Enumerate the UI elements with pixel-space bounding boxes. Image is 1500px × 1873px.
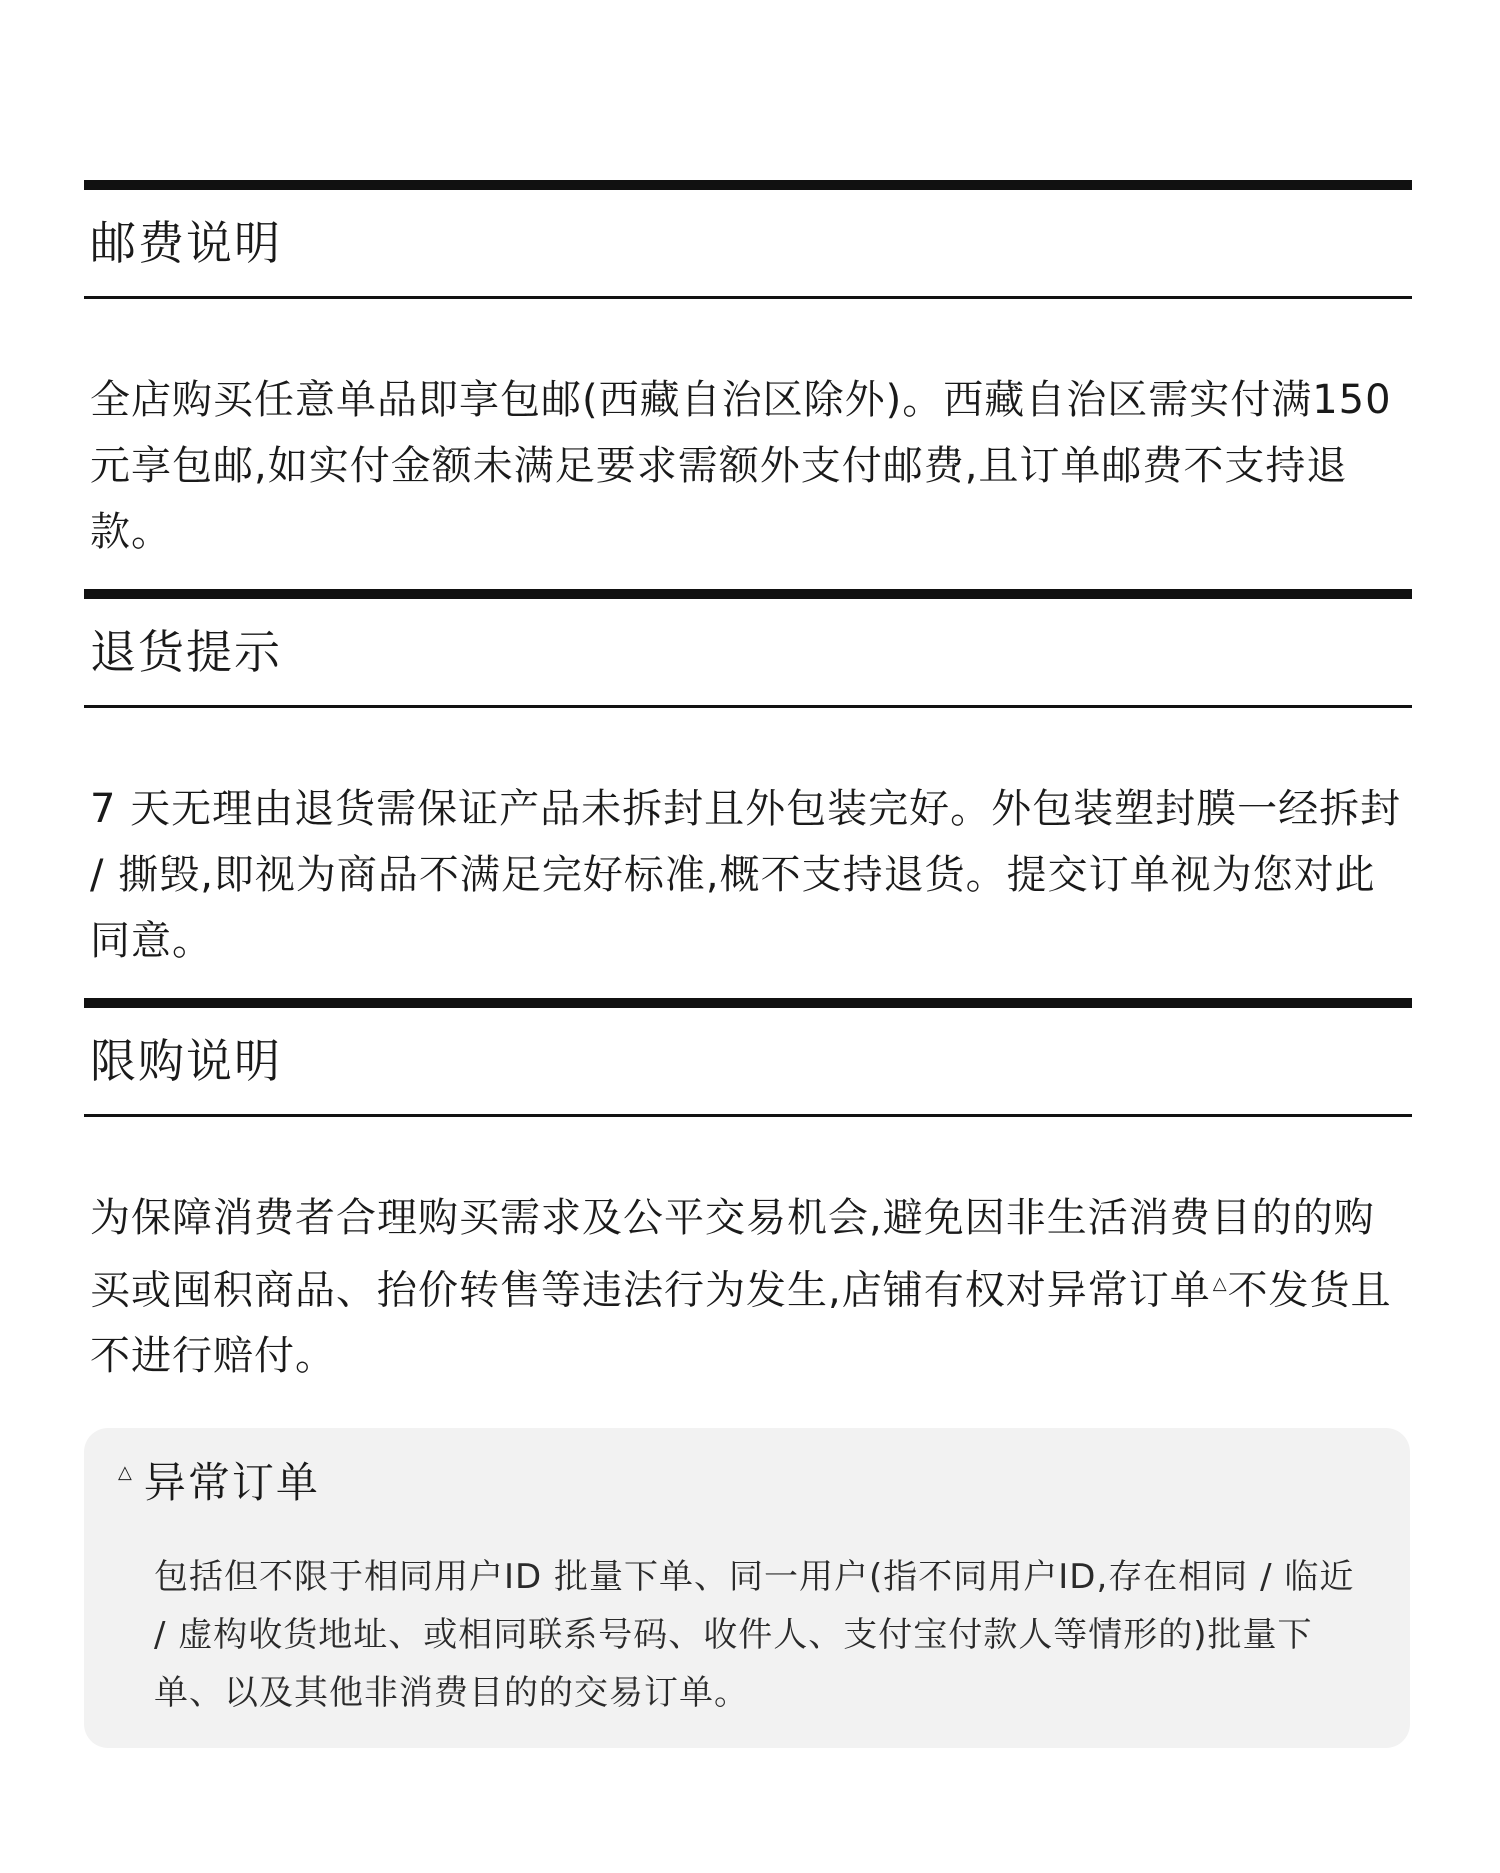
section-purchase-limit — [84, 998, 1412, 1397]
note-body: 包括但不限于相同用户ID 批量下单、同一用户(指不同用户ID,存在相同 / 临近 / 虚构收货地址、或相同联系号码、收件人、支付宝付款人等情形的)批量下单、以及其他非消费目的的交易订单。 — [154, 1557, 1355, 1713]
note-title-row — [118, 1458, 320, 1508]
footnote-mark: △ — [1212, 1273, 1228, 1294]
section-shipping — [84, 180, 1412, 589]
section-body-shipping: 全店购买任意单品即享包邮(西藏自治区除外)。西藏自治区需实付满150元享包邮,如实付金额未满足要求需额外支付邮费,且订单邮费不支持退款。 — [90, 377, 1392, 555]
section-divider-thick — [84, 998, 1412, 1008]
purchase-limit-text-end: 不发货且不进行赔付。 — [90, 1267, 1392, 1380]
section-returns — [84, 589, 1412, 998]
section-title-shipping: 邮费说明 — [90, 216, 282, 270]
policy-content — [84, 180, 1412, 1397]
section-body-returns: 7 天无理由退货需保证产品未拆封且外包装完好。外包装塑封膜一经拆封 / 撕毁,即视为商品不满足完好标准,概不支持退货。提交订单视为您对此同意。 — [90, 786, 1402, 964]
abnormal-order-note — [84, 1428, 1410, 1748]
section-body-purchase-limit — [84, 1117, 1412, 1397]
section-divider-thick — [84, 180, 1412, 190]
section-divider-thick — [84, 589, 1412, 599]
section-title-returns: 退货提示 — [90, 625, 282, 679]
footnote-mark: △ — [118, 1462, 132, 1483]
note-title: 异常订单 — [143, 1458, 320, 1507]
purchase-limit-text: 为保障消费者合理购买需求及公平交易机会,避免因非生活消费目的的购买或囤积商品、抬价转售等违法行为发生,店铺有权对异常订单 — [90, 1195, 1375, 1314]
section-title-purchase-limit: 限购说明 — [90, 1034, 282, 1088]
